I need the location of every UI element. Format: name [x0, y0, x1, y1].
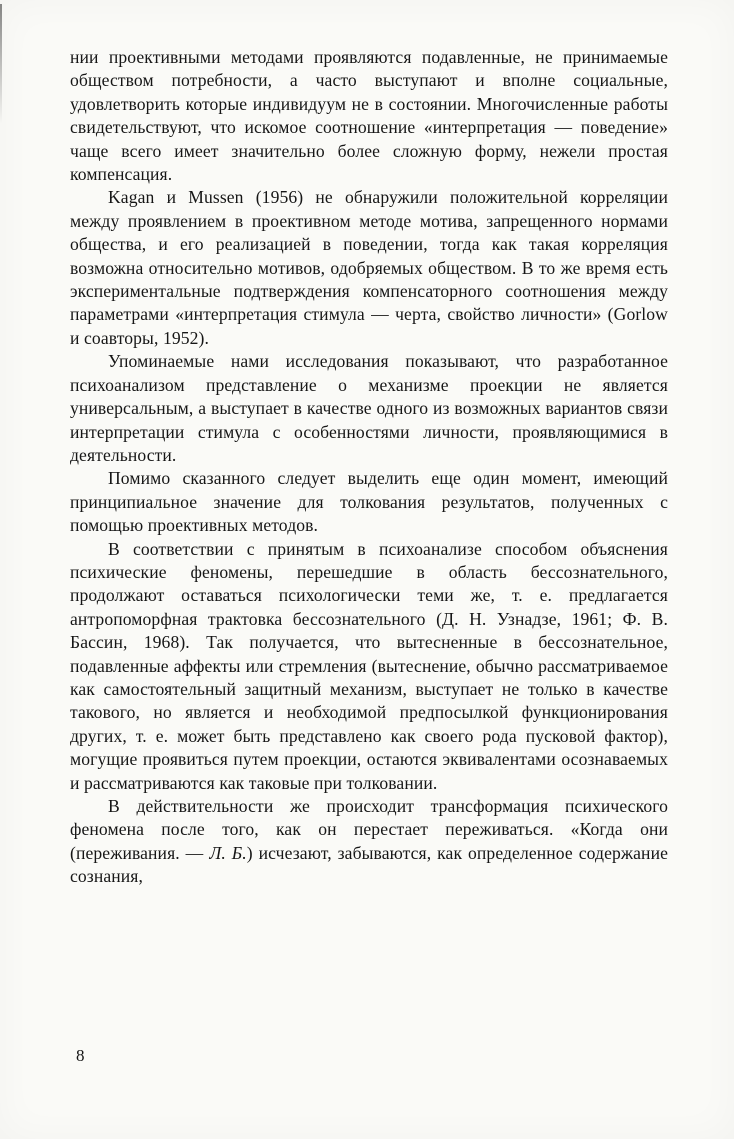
paragraph-text: В действительности же происходит трансформация психического феномена после того, как он перестает переживаться. «Когда они (переживания. —: [70, 796, 668, 863]
page-number: 8: [76, 1046, 85, 1065]
paragraph: В соответствии с принятым в психоанализе способом объяснения психические феномены, перешедшие в область бессознательного, продолжают оставаться психологически теми же, т. е. предлагается антропоморфная трактовка бессознательного (Д. Н. Узнадзе, 1961; Ф. В. Бассин, 1968). Так получается, что вытесненные в бессознательное, подавленные аффекты или стремления (вытеснение, обычно рассматриваемое как самостоятельный защитный механизм, выступает не только в качестве такового, но является и необходимой предпосылкой функционирования других, т. е. может быть представлено как своего рода пусковой фактор), могущие проявиться путем проекции, остаются эквивалентами осознаваемых и рассматриваются как таковые при толковании.: [70, 538, 668, 793]
author-initials: Л. Б.: [209, 842, 247, 863]
paragraph-text: ) исчезают, забываются, как определенное содержание сознания,: [70, 842, 668, 887]
paragraph: Kagan и Mussen (1956) не обнаружили положительной корреляции между проявлением в проективном методе мотива, запрещенного нормами общества, и его реализацией в поведении, тогда как такая корреляция возможна относительно мотивов, одобряемых обществом. В то же время есть экспериментальные подтверждения компенсаторного соотношения между параметрами «интерпретация стимула — черта, свойство личности» (Gorlow и соавторы, 1952).: [70, 187, 668, 348]
page-text-block: [70, 46, 668, 889]
scan-edge-artifact: [0, 4, 2, 124]
paragraph: Упоминаемые нами исследования показывают, что разработанное психоанализом представление о механизме проекции не является универсальным, а выступает в качестве одного из возможных вариантов связи интерпретации стимула с особенностями личности, проявляющимися в деятельности.: [70, 351, 668, 465]
paragraph: [70, 795, 668, 889]
paragraph: Помимо сказанного следует выделить еще один момент, имеющий принципиальное значение для толкования результатов, полученных с помощью проективных методов.: [70, 468, 668, 536]
paragraph-continuation: нии проективными методами проявляются подавленные, не принимаемые обществом потребности, а часто выступают и вполне социальные, удовлетворить которые индивидуум не в состоянии. Многочисленные работы свидетельствуют, что искомое соотношение «интерпретация — поведение» чаще всего имеет значительно более сложную форму, нежели простая компенсация.: [70, 47, 668, 185]
